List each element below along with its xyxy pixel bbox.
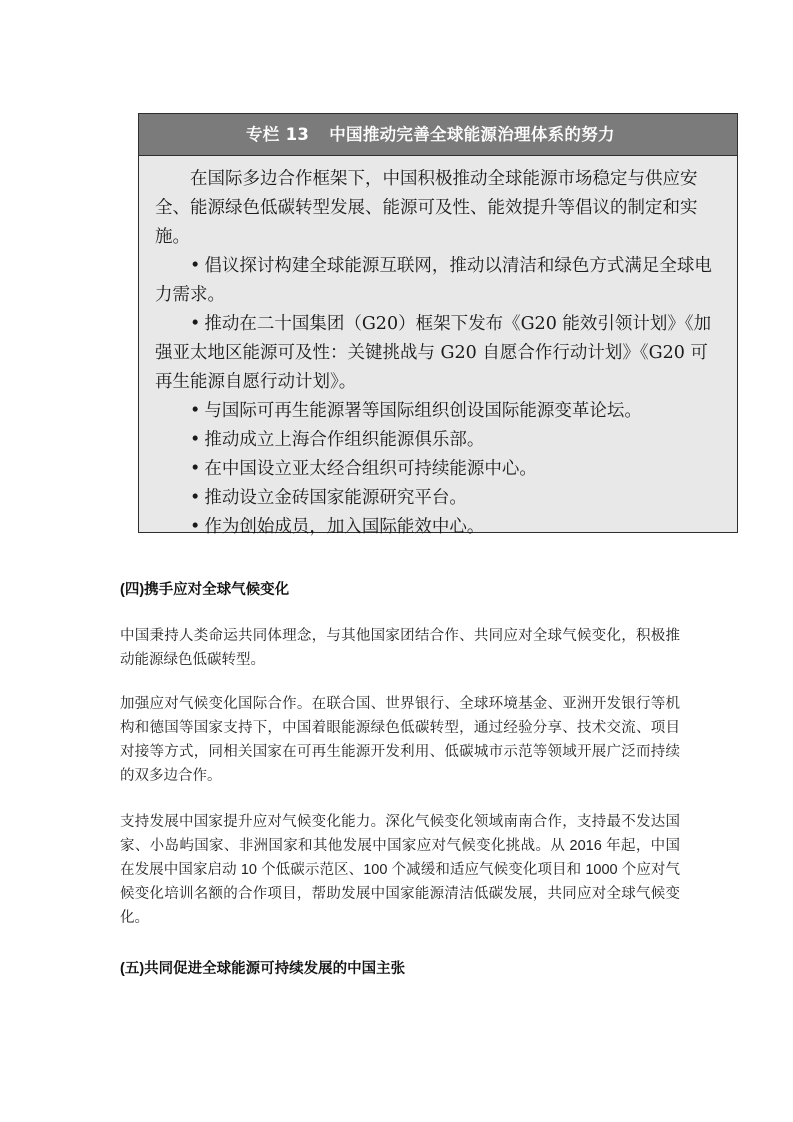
box-title: 中国推动完善全球能源治理体系的努力	[329, 125, 615, 144]
sidebar-box	[138, 113, 738, 537]
box-body	[139, 156, 737, 542]
bullet-icon: •	[190, 430, 201, 450]
box-bullet: • 倡议探讨构建全球能源互联网，推动以清洁和绿色方式满足全球电力需求。	[155, 256, 712, 305]
box-bullet: • 作为创始成员，加入国际能效中心。	[190, 517, 485, 537]
section-heading: (五)共同促进全球能源可持续发展的中国主张	[120, 961, 406, 977]
bullet-icon: •	[190, 401, 201, 421]
section-heading: (四)携手应对全球气候变化	[120, 582, 290, 598]
bullet-icon: •	[190, 256, 201, 276]
bullet-icon: •	[190, 459, 201, 479]
bullet-icon: •	[190, 314, 201, 334]
box-header	[139, 114, 737, 156]
box-bullet: • 推动设立金砖国家能源研究平台。	[190, 488, 467, 508]
box-bullet: • 推动成立上海合作组织能源俱乐部。	[190, 430, 485, 450]
box-number: 专栏 13	[246, 125, 310, 144]
paragraph: 加强应对气候变化国际合作。在联合国、世界银行、全球环境基金、亚洲开发银行等机构和德国等国家支持下，中国着眼能源绿色低碳转型，通过经验分享、技术交流、项目对接等方式，同相关国家在可再生能源开发利用、低碳城市示范等领域开展广泛而持续的双多边合作。	[120, 696, 680, 784]
paragraph: 支持发展中国家提升应对气候变化能力。深化气候变化领域南南合作，支持最不发达国家、小岛屿国家、非洲国家和其他发展中国家应对气候变化挑战。从 2016 年起，中国在发展中国家启动 10 个低碳示范区、100 个减缓和适应气候变化项目和 1000 个应对气候变化培训名额的合作项目，帮助发展中国家能源清洁低碳发展，共同应对全球气候变化。	[120, 814, 680, 926]
box-bullet: • 在中国设立亚太经合组织可持续能源中心。	[190, 459, 537, 479]
bullet-icon: •	[190, 488, 201, 508]
box-intro: 在国际多边合作框架下，中国积极推动全球能源市场稳定与供应安全、能源绿色低碳转型发展、能源可及性、能效提升等倡议的制定和实施。	[155, 169, 698, 247]
box-bullet: • 推动在二十国集团（G20）框架下发布《G20 能效引领计划》《加强亚太地区能源可及性：关键挑战与 G20 自愿合作行动计划》《G20 可再生能源自愿行动计划》。	[155, 314, 712, 392]
paragraph: 中国秉持人类命运共同体理念，与其他国家团结合作、共同应对全球气候变化，积极推动能源绿色低碳转型。	[120, 628, 680, 668]
bullet-icon: •	[190, 517, 201, 537]
box-bullet: • 与国际可再生能源署等国际组织创设国际能源变革论坛。	[190, 401, 642, 421]
